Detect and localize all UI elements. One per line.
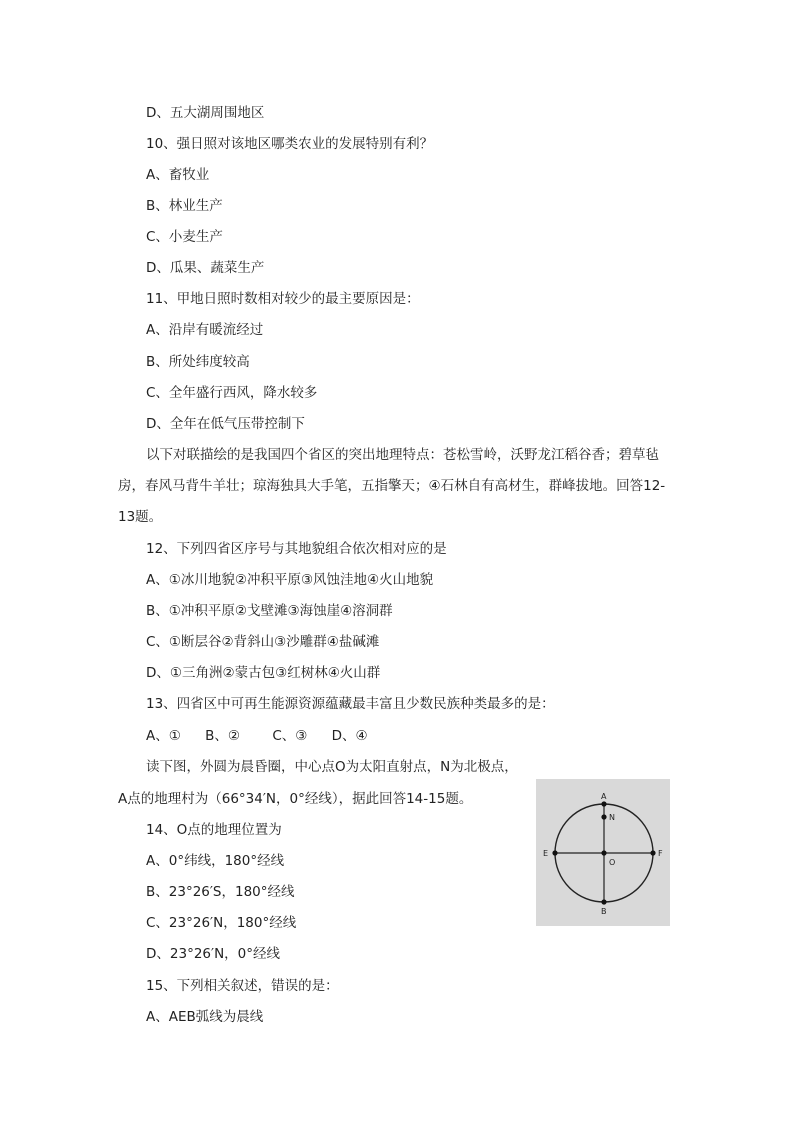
q11-option-c: C、全年盛行西风，降水较多 [146, 385, 318, 401]
q13-options [146, 726, 388, 746]
question-13: 13、四省区中可再生能源资源蕴藏最丰富且少数民族种类最多的是： [146, 696, 555, 712]
q13-option-a: A、① [146, 728, 181, 744]
label-b: B [601, 907, 607, 916]
label-n: N [609, 813, 615, 822]
question-14: 14、O点的地理位置为 [146, 822, 282, 838]
question-12: 12、下列四省区序号与其地貌组合依次相对应的是 [146, 541, 447, 557]
q11-option-b: B、所处纬度较高 [146, 354, 250, 370]
point-e [552, 850, 557, 855]
q12-option-a: A、①冰川地貌②冲积平原③风蚀洼地④火山地貌 [146, 572, 434, 588]
question-15: 15、下列相关叙述，错误的是： [146, 978, 339, 994]
q11-option-a: A、沿岸有暖流经过 [146, 322, 264, 338]
intro-paragraph-12-13: 以下对联描绘的是我国四个省区的突出地理特点：苍松雪岭，沃野龙江稻谷香；碧草毡房，春风马背牛羊壮；琼海独具大手笔，五指擎天；④石林自有高材生，群峰拔地。回答12-13题。 [118, 447, 666, 525]
q13-option-d: D、④ [331, 728, 368, 744]
q14-option-b: B、23°26′S，180°经线 [146, 884, 295, 900]
q10-option-b: B、林业生产 [146, 198, 223, 214]
q12-option-c: C、①断层谷②背斜山③沙雕群④盐碱滩 [146, 634, 380, 650]
q10-option-a: A、畜牧业 [146, 167, 210, 183]
point-a [601, 801, 606, 806]
point-b [601, 899, 606, 904]
question-11: 11、甲地日照时数相对较少的最主要原因是： [146, 291, 420, 307]
q10-option-c: C、小麦生产 [146, 229, 223, 245]
q12-option-b: B、①冲积平原②戈壁滩③海蚀崖④溶洞群 [146, 603, 393, 619]
q14-option-d: D、23°26′N，0°经线 [146, 946, 281, 962]
intro-14-15-line-1: 读下图，外圆为晨昏圈，中心点O为太阳直射点，N为北极点， [146, 759, 518, 775]
q12-option-d: D、①三角洲②蒙古包③红树林④火山群 [146, 665, 381, 681]
q15-option-a: A、AEB弧线为晨线 [146, 1009, 264, 1025]
q9-option-d: D、五大湖周围地区 [146, 105, 265, 121]
label-a: A [601, 792, 607, 801]
label-f: F [658, 849, 663, 858]
q10-option-d: D、瓜果、蔬菜生产 [146, 260, 265, 276]
label-e: E [543, 849, 549, 858]
q13-option-c: C、③ [272, 728, 308, 744]
point-n [601, 814, 606, 819]
q14-option-a: A、0°纬线，180°经线 [146, 853, 285, 869]
question-10: 10、强日照对该地区哪类农业的发展特别有利？ [146, 136, 434, 152]
q13-option-b: B、② [205, 728, 241, 744]
point-o [601, 850, 606, 855]
point-f [650, 850, 655, 855]
intro-14-15-line-2: A点的地理村为（66°34′N，0°经线），据此回答14-15题。 [118, 791, 473, 807]
terminator-diagram [536, 779, 670, 926]
q14-option-c: C、23°26′N，180°经线 [146, 915, 297, 931]
label-o: O [609, 858, 616, 867]
q11-option-d: D、全年在低气压带控制下 [146, 416, 305, 432]
terminator-circle-figure [536, 779, 670, 926]
